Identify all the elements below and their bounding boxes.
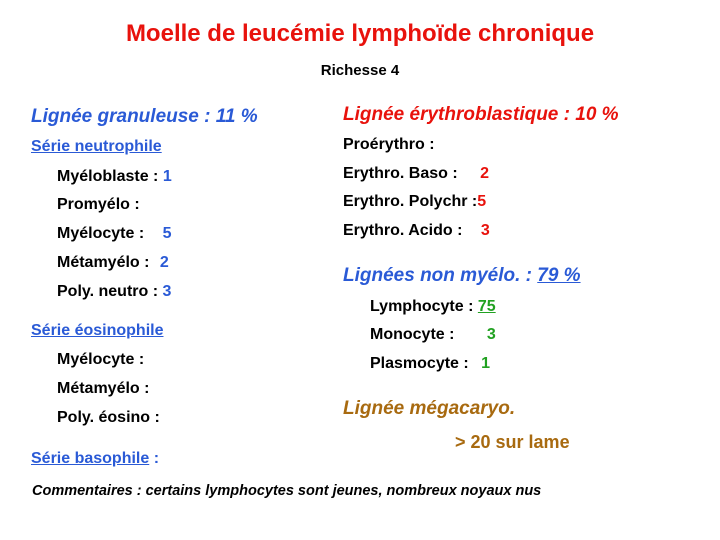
non-myelo-row-monocyte: [370, 326, 496, 344]
row-label: Lymphocyte :: [370, 298, 474, 315]
row-value: 3: [162, 283, 172, 300]
row-label: Poly. neutro :: [57, 283, 159, 300]
row-value: 1: [162, 168, 172, 185]
erythro-row-acido: [343, 222, 490, 240]
comment-text: Commentaires : certains lymphocytes sont jeunes, nombreux noyaux nus: [32, 483, 542, 499]
non-myelo-heading: [343, 265, 581, 287]
row-value: 3: [486, 326, 496, 343]
basophile-label: Série basophile: [31, 450, 150, 467]
neutro-row-myeloblaste: [57, 168, 172, 186]
granuleuse-heading: Lignée granuleuse : 11 %: [31, 106, 258, 127]
erythro-row-proerythro: [343, 136, 435, 154]
eosino-row-poly: Poly. éosino :: [57, 409, 160, 426]
row-label: Promyélo :: [57, 196, 140, 213]
row-value: 2: [480, 165, 490, 182]
eosino-row-metamyelo: Métamyélo :: [57, 380, 150, 397]
non-myelo-row-plasmocyte: [370, 355, 490, 373]
neutro-row-myelocyte: [57, 225, 172, 243]
row-label: Erythro. Acido :: [343, 222, 463, 239]
row-value: 2: [159, 254, 169, 271]
row-value: 5: [162, 225, 172, 242]
neutro-row-poly: [57, 283, 171, 301]
megacaryo-heading: Lignée mégacaryo.: [343, 398, 516, 419]
non-myelo-row-lymphocyte: [370, 298, 496, 316]
erythro-row-polychr: [343, 193, 486, 211]
row-label: Proérythro :: [343, 136, 435, 153]
neutro-row-metamyelo: [57, 254, 169, 272]
erythro-row-baso: [343, 165, 489, 183]
basophile-suffix: :: [149, 450, 160, 467]
non-myelo-percent: 79 %: [537, 265, 581, 286]
non-myelo-label: Lignées non myélo. :: [343, 265, 538, 286]
page-title: Moelle de leucémie lymphoïde chronique: [125, 20, 595, 47]
neutro-row-promyelo: [57, 196, 140, 214]
row-label: Monocyte :: [370, 326, 455, 343]
row-value: 75: [477, 298, 496, 315]
row-label: Myélocyte :: [57, 225, 145, 242]
erythro-heading: Lignée érythroblastique : 10 %: [343, 104, 619, 125]
row-label: Erythro. Polychr :: [343, 193, 478, 210]
row-label: Myéloblaste :: [57, 168, 159, 185]
basophile-heading: [31, 450, 159, 468]
row-value: 3: [480, 222, 490, 239]
row-label: Erythro. Baso :: [343, 165, 458, 182]
eosino-row-myelocyte: Myélocyte :: [57, 351, 145, 368]
megacaryo-note: > 20 sur lame: [455, 432, 570, 452]
row-value: 1: [481, 355, 491, 372]
richesse-label: Richesse 4: [320, 62, 400, 79]
neutrophile-heading: Série neutrophile: [31, 138, 162, 155]
eosinophile-heading: Série éosinophile: [31, 322, 164, 339]
row-label: Plasmocyte :: [370, 355, 469, 372]
row-value: 5: [477, 193, 487, 210]
row-label: Métamyélo :: [57, 254, 150, 271]
